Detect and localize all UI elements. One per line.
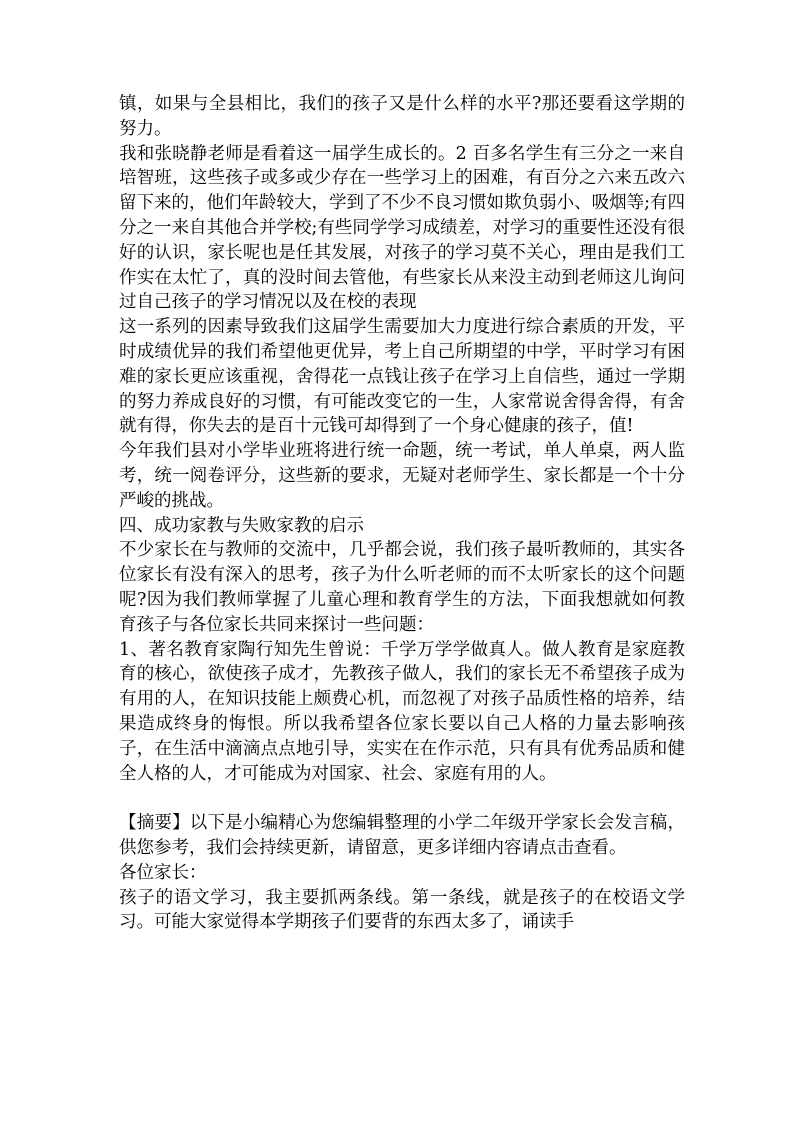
paragraph-3: 这一系列的因素导致我们这届学生需要加大力度进行综合素质的开发，平时成绩优异的我们希望他更优异，考上自己所期望的中学，平时学习有困难的家长更应该重视，舍得花一点钱让孩子在学习上自信些，通过一学期的努力养成良好的习惯，有可能改变它的一生，人家常说舍得舍得，有舍就有得，你失去的是百十元钱可却得到了一个身心健康的孩子，值! [119,317,685,437]
paragraph-7: 孩子的语文学习，我主要抓两条线。第一条线，就是孩子的在校语文学习。可能大家觉得本学期孩子们要背的东西太多了，诵读手 [119,887,685,933]
document-body [119,92,685,935]
paragraph-4: 今年我们县对小学毕业班将进行统一命题，统一考试，单人单桌，两人监考，统一阅卷评分，这些新的要求，无疑对老师学生、家长都是一个十分严峻的挑战。 [119,441,685,511]
blank-line [119,786,685,811]
paragraph-2: 我和张晓静老师是看着这一届学生成长的。2 百多名学生有三分之一来自培智班，这些孩子或多或少存在一些学习上的困难，有百分之六来五改六留下来的，他们年龄较大，学到了不少不良习惯如欺负弱小、吸烟等;有四分之一来自其他合并学校;有些同学学习成绩差，对学习的重要性还没有很好的认识，家长呢也是任其发展，对孩子的学习莫不关心，理由是我们工作实在太忙了，真的没时间去管他，有些家长从来没主动到老师这儿询问过自己孩子的学习情况以及在校的表现 [119,143,685,313]
paragraph-1: 镇，如果与全县相比，我们的孩子又是什么样的水平?那还要看这学期的努力。 [119,94,685,139]
paragraph-5: 不少家长在与教师的交流中，几乎都会说，我们孩子最听教师的，其实各位家长有没有深入的思考，孩子为什么听老师的而不太听家长的这个问题呢?因为我们教师掌握了儿童心理和教育学生的方法，下面我想就如何教育孩子与各位家长共同来探讨一些问题： [119,540,685,635]
paragraph-6: 1、著名教育家陶行知先生曾说：千学万学学做真人。做人教育是家庭教育的核心，欲使孩子成才，先教孩子做人，我们的家长无不希望孩子成为有用的人，在知识技能上颇费心机，而忽视了对孩子品质性格的培养，结果造成终身的悔恨。所以我希望各位家长要以自己人格的力量去影响孩子，在生活中滴滴点点地引导，实实在在作示范，只有具有优秀品质和健全人格的人，才可能成为对国家、社会、家庭有用的人。 [119,639,685,784]
summary-paragraph: 【摘要】以下是小编精心为您编辑整理的小学二年级开学家长会发言稿，供您参考，我们会持续更新，请留意，更多详细内容请点击查看。 [119,813,685,858]
salutation: 各位家长： [119,862,207,883]
section-heading: 四、成功家教与失败家教的启示 [119,515,364,536]
